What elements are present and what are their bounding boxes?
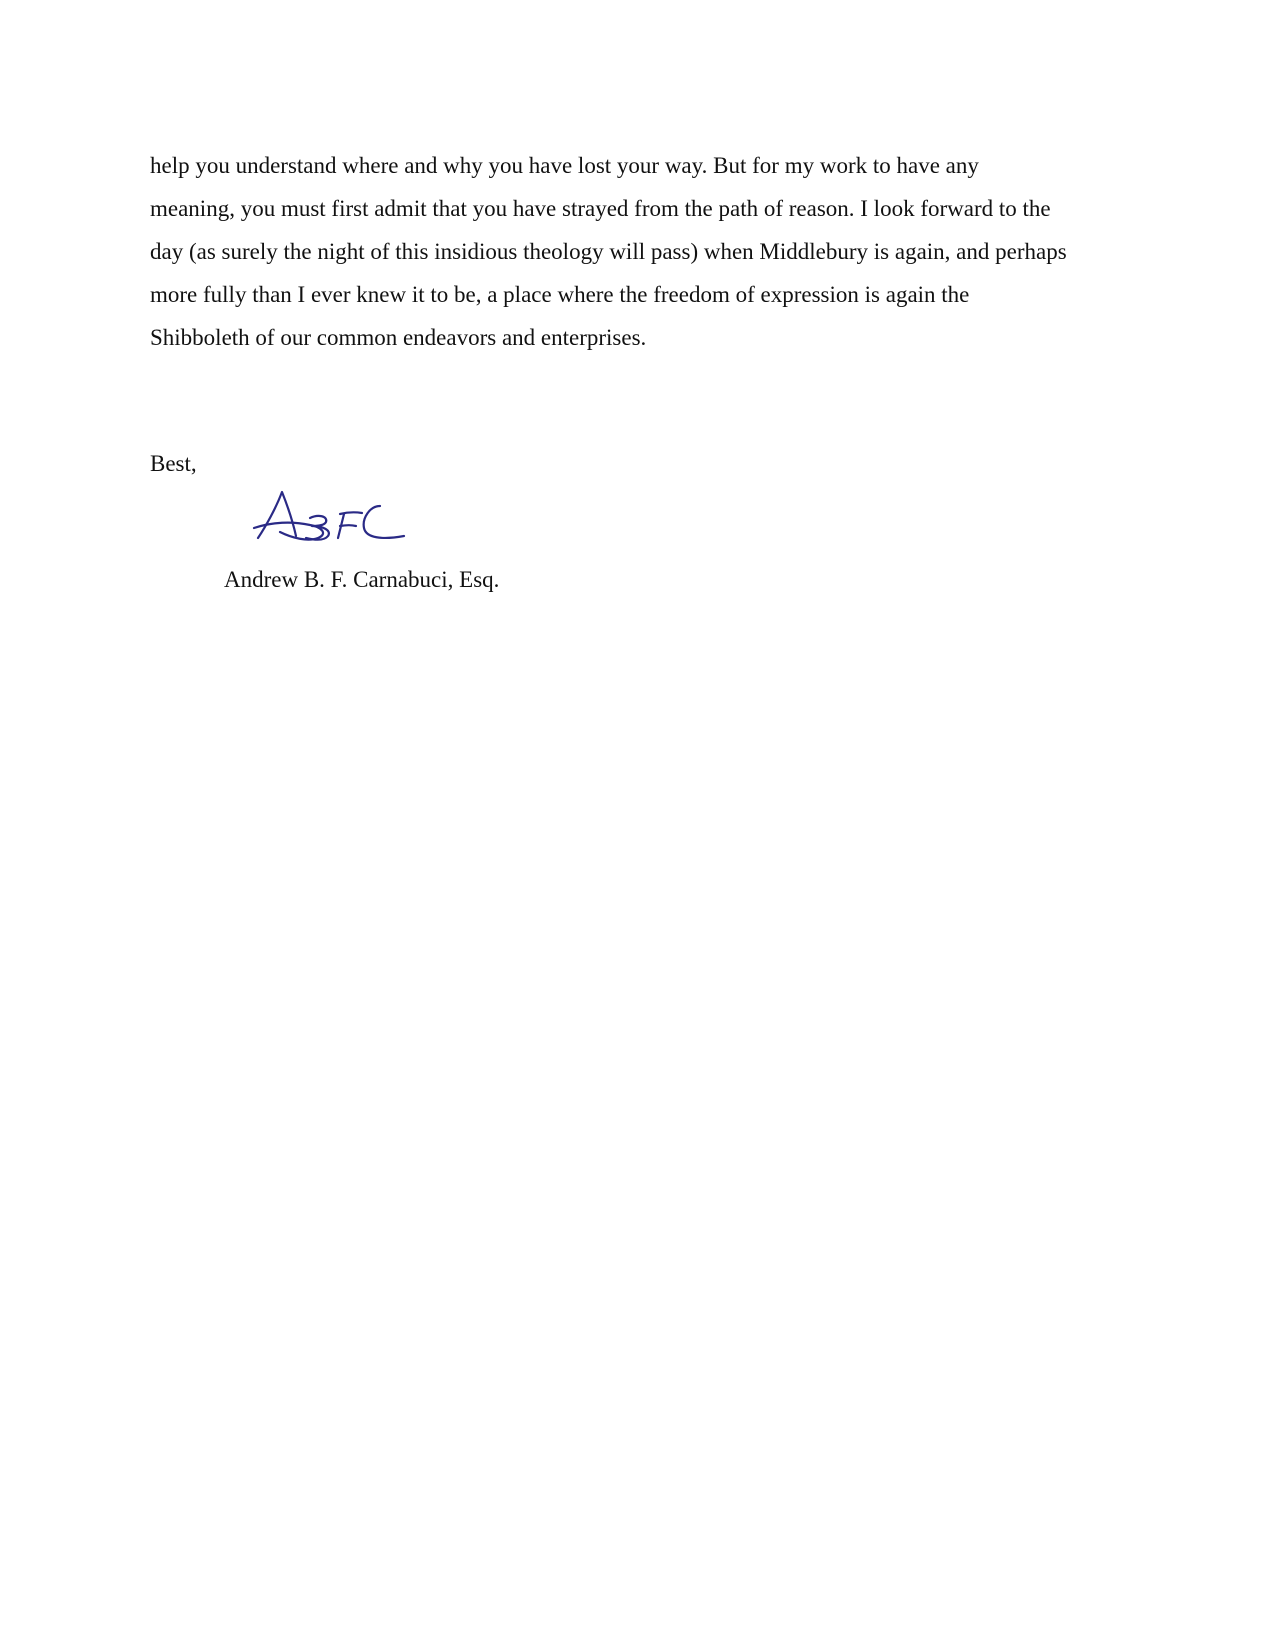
body-line-3: day (as surely the night of this insidious theology will pass) when Middlebury is again, and perhaps xyxy=(150,239,1067,264)
handwritten-signature xyxy=(252,488,412,558)
body-line-5: Shibboleth of our common endeavors and enterprises. xyxy=(150,325,647,350)
letter-closing: Best, xyxy=(150,451,197,476)
body-line-2: meaning, you must first admit that you have strayed from the path of reason. I look forward to the xyxy=(150,196,1051,221)
body-line-1: help you understand where and why you have lost your way. But for my work to have any xyxy=(150,153,979,178)
signer-name: Andrew B. F. Carnabuci, Esq. xyxy=(224,567,500,592)
letter-body xyxy=(150,144,1140,359)
body-line-4: more fully than I ever knew it to be, a place where the freedom of expression is again the xyxy=(150,282,970,307)
